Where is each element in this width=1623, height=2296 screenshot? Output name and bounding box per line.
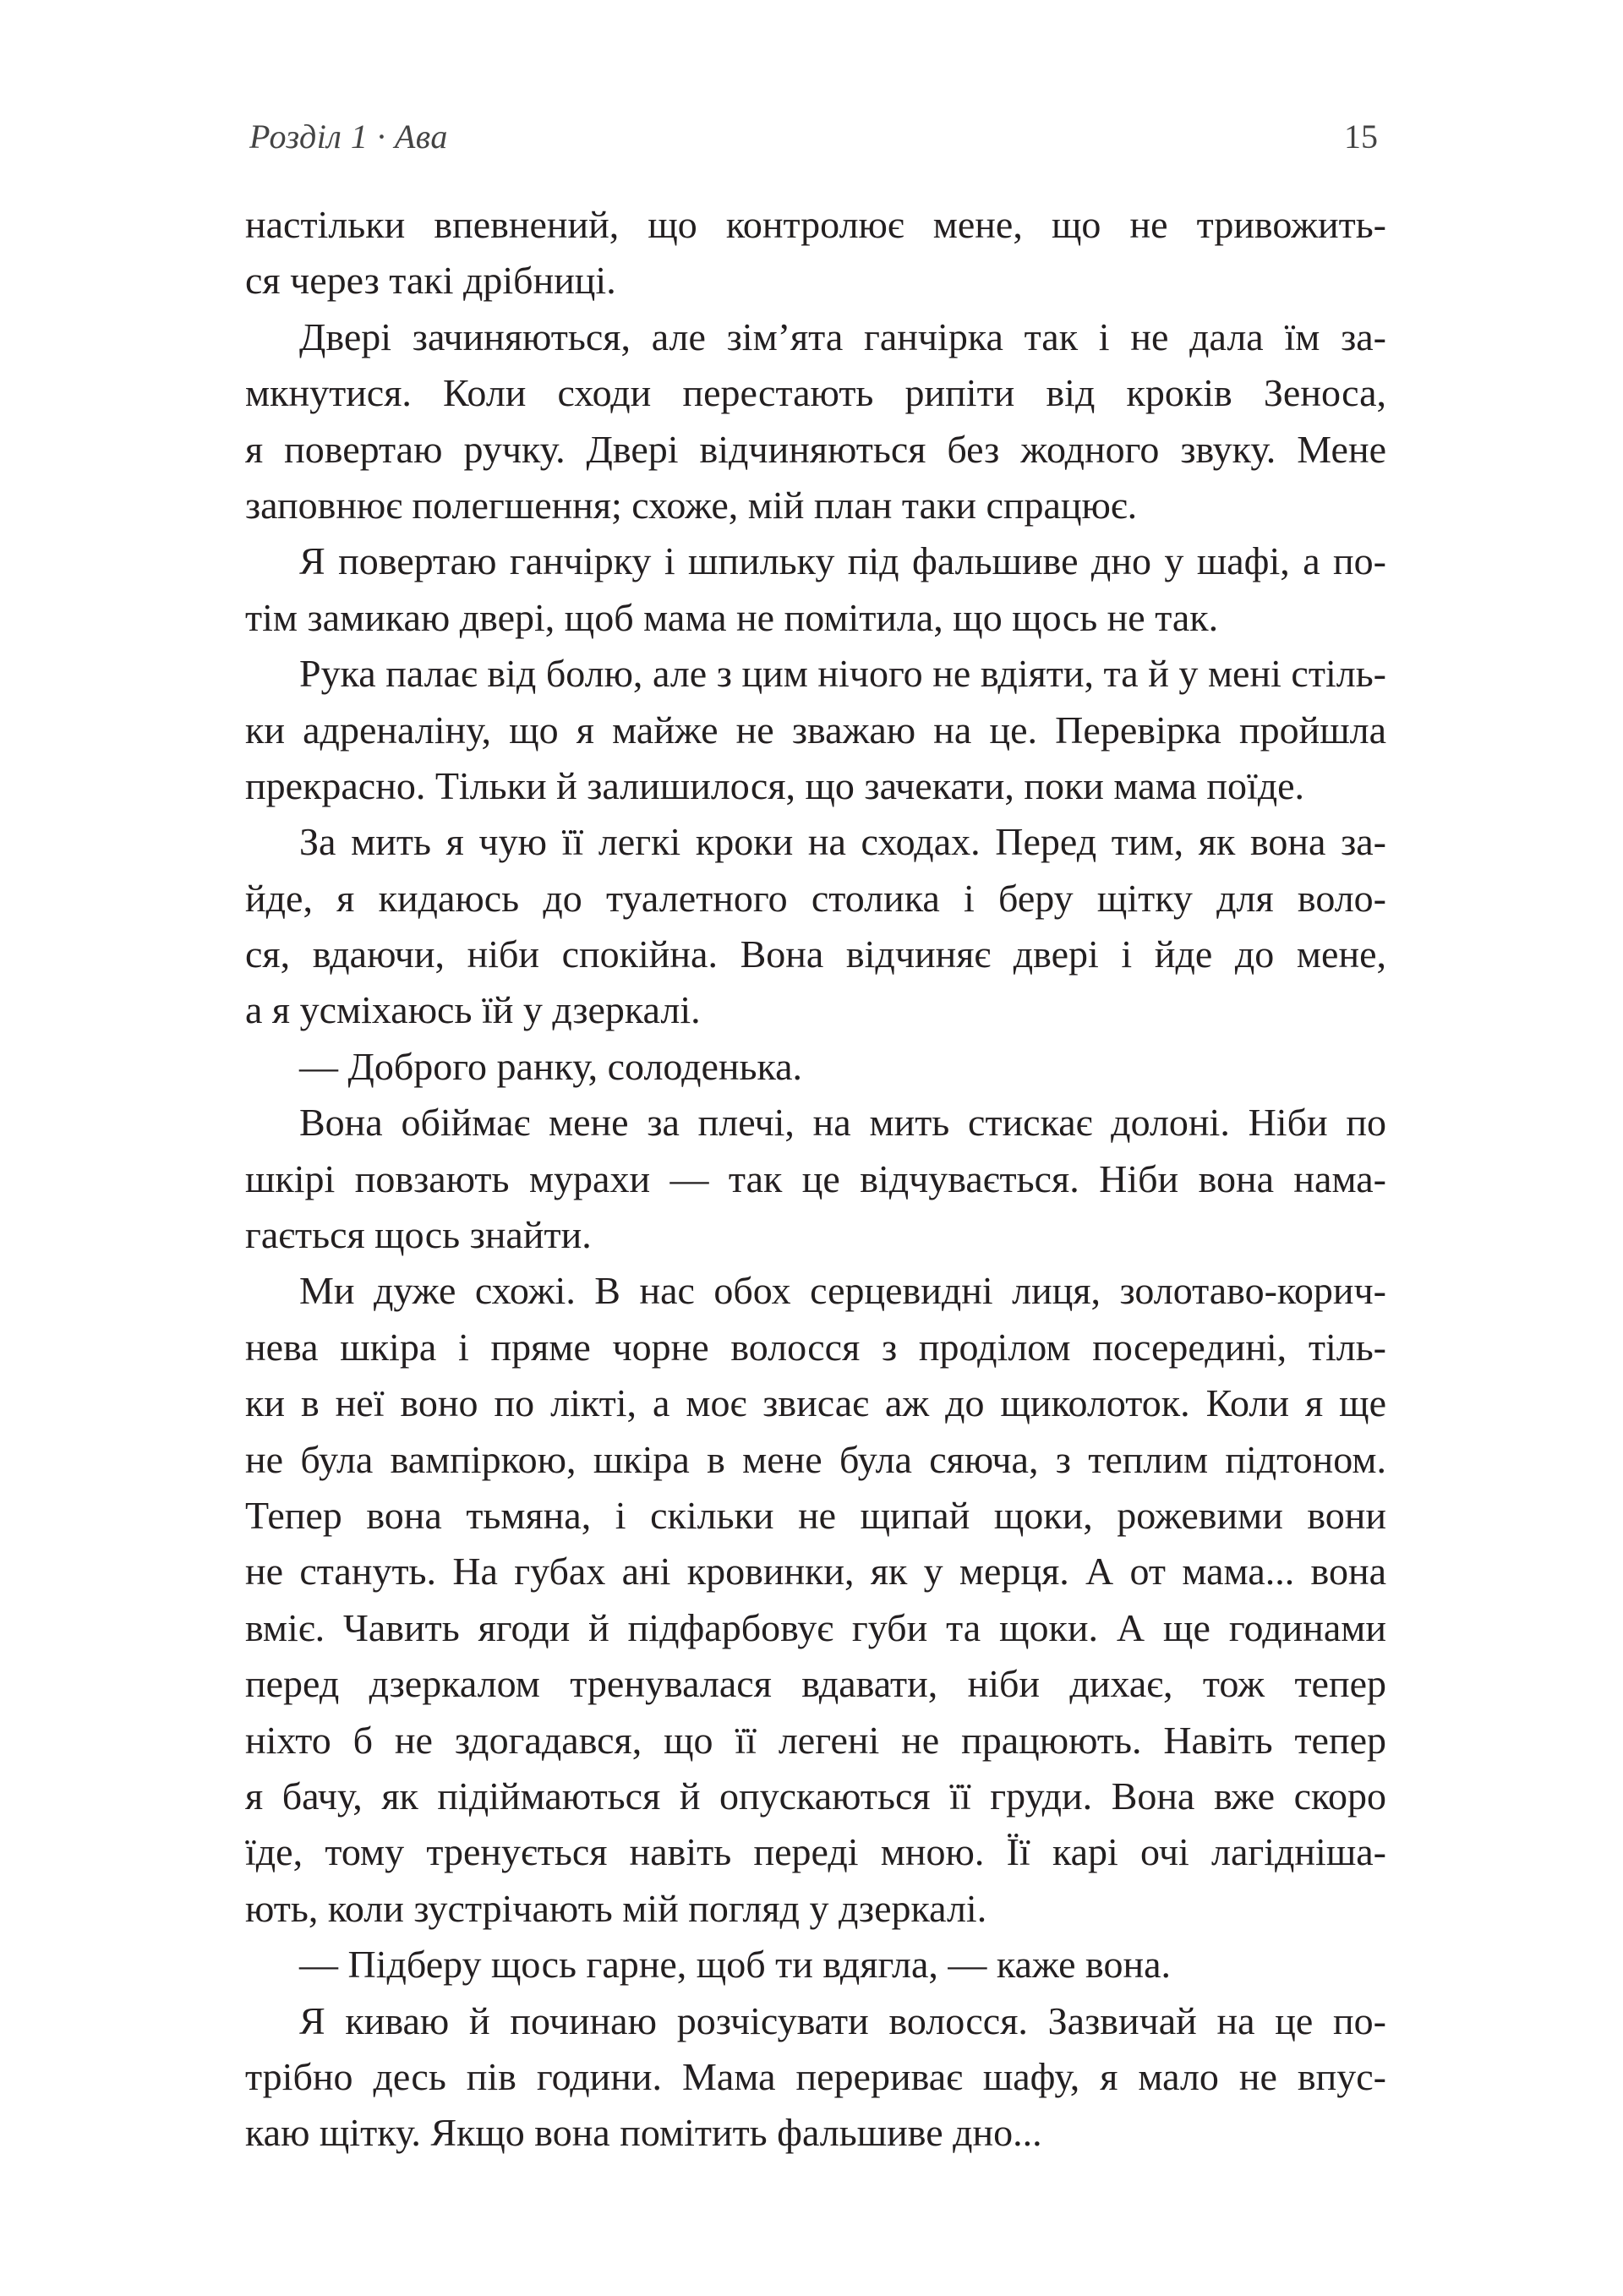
text-line: настільки впевнений, що контролює мене, що не тривожить- (245, 203, 1386, 246)
text-line: Двері зачиняються, але зім’ята ганчірка так і не дала їм за- (299, 314, 1386, 358)
text-line: ся, вдаючи, ніби спокійна. Вона відчиняє двері і йде до мене, (245, 932, 1386, 976)
text-line: ся через такі дрібниці. (245, 259, 616, 303)
text-line: мкнутися. Коли сходи перестають рипіти від кроків Зеноса, (245, 371, 1386, 415)
text-line: тім замикаю двері, щоб мама не помітила, що щось не так. (245, 595, 1219, 639)
text-line: прекрасно. Тільки й залишилося, що зачекати, поки мама поїде. (245, 763, 1305, 807)
running-head: Розділ 1 · Ава (249, 118, 448, 156)
text-line: шкірі повзають мурахи — так це відчувається. Ніби вона нама- (245, 1156, 1386, 1200)
text-line: — Доброго ранку, солоденька. (299, 1044, 803, 1088)
body-text (245, 197, 1386, 2162)
text-line: їде, тому тренується навіть переді мною. Її карі очі лагіднішa- (245, 1830, 1386, 1874)
text-line: не була вампіркою, шкіра в мене була сяюча, з теплим підтоном. (245, 1437, 1386, 1481)
text-line: ки адреналіну, що я майже не зважаю на це. Перевірка пройшла (245, 708, 1386, 752)
text-line: вміє. Чавить ягоди й підфарбовує губи та щоки. А ще годинами (245, 1605, 1386, 1649)
text-line: перед дзеркалом тренувалася вдавати, ніби дихає, тож тепер (245, 1662, 1386, 1706)
text-line: не стануть. На губах ані кровинки, як у мерця. А от мама... вона (245, 1550, 1386, 1594)
text-line: я повертаю ручку. Двері відчиняються без жодного звуку. Мене (245, 427, 1386, 471)
text-line: ніхто б не здогадався, що її легені не працюють. Навіть тепер (245, 1718, 1386, 1762)
text-line: Тепер вона тьмяна, і скільки не щипай щоки, рожевими вони (245, 1493, 1386, 1537)
text-line: — Підберу щось гарне, щоб ти вдягла, — каже вона. (299, 1943, 1171, 1987)
text-line: Рука палає від болю, але з цим нічого не вдіяти, та й у мені стіль- (299, 652, 1386, 696)
text-line: ки в неї воно по лікті, а моє звисає аж до щиколоток. Коли я ще (245, 1381, 1386, 1425)
text-line: заповнює полегшення; схоже, мій план таки спрацює. (245, 483, 1138, 527)
text-line: а я усміхаюсь їй у дзеркалі. (245, 988, 701, 1032)
text-line: я бачу, як підіймаються й опускаються її груди. Вона вже скоро (245, 1774, 1386, 1818)
text-line: Ми дуже схожі. В нас обох серцевидні лиця, золотаво-корич- (299, 1269, 1386, 1313)
text-line: каю щітку. Якщо вона помітить фальшиве дно... (245, 2111, 1042, 2155)
text-line: Я повертаю ганчірку і шпильку під фальшиве дно у шафі, а по- (299, 539, 1386, 583)
text-line: гається щось знайти. (245, 1213, 592, 1257)
text-line: Я киваю й починаю розчісувати волосся. Зазвичай на це по- (299, 1998, 1386, 2042)
text-line: нева шкіра і пряме чорне волосся з проділом посередині, тіль- (245, 1325, 1386, 1369)
text-line: ють, коли зустрічають мій погляд у дзеркалі. (245, 1886, 987, 1930)
text-line: За мить я чую її легкі кроки на сходах. Перед тим, як вона за- (299, 820, 1386, 864)
text-line: трібно десь пів години. Мама перериває шафу, я мало не впус- (245, 2054, 1386, 2098)
text-line: йде, я кидаюсь до туалетного столика і беру щітку для воло- (245, 876, 1386, 920)
text-line: Вона обіймає мене за плечі, на мить стискає долоні. Ніби по (299, 1101, 1386, 1145)
page-number: 15 (1344, 118, 1378, 156)
